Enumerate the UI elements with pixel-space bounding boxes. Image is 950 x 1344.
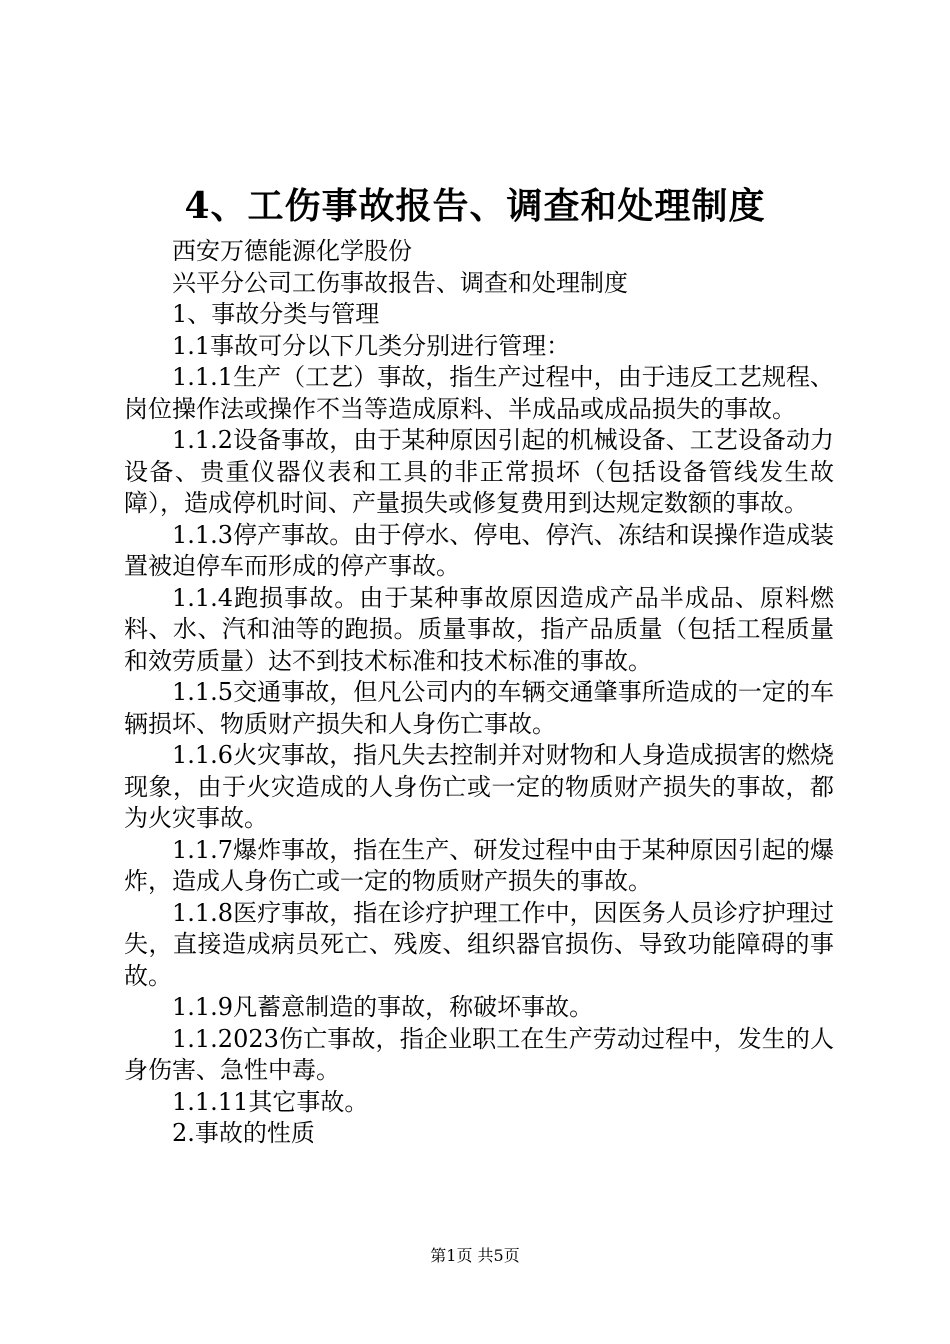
paragraph-section-1: 1、事故分类与管理	[172, 300, 380, 328]
paragraph-section-2: 2.事故的性质	[172, 1119, 315, 1147]
paragraph-1-1-7: 1.1.7爆炸事故，指在生产、研发过程中由于某种原因引起的爆炸，造成人身伤亡或一定的物质财产损失的事故。	[124, 835, 834, 895]
paragraph-company: 西安万德能源化学股份	[172, 237, 412, 265]
document-body	[124, 236, 834, 1150]
paragraph-1-1-4: 1.1.4跑损事故。由于某种事故原因造成产品半成品、原料燃料、水、汽和油等的跑损。质量事故，指产品质量（包括工程质量和效劳质量）达不到技术标准和技术标准的事故。	[124, 583, 834, 675]
paragraph-1-1-3: 1.1.3停产事故。由于停水、停电、停汽、冻结和误操作造成装置被迫停车而形成的停产事故。	[124, 520, 834, 580]
page-number-footer: 第1页 共5页	[430, 1246, 520, 1265]
paragraph-1-1-2: 1.1.2设备事故，由于某种原因引起的机械设备、工艺设备动力设备、贵重仪器仪表和工具的非正常损坏（包括设备管线发生故障），造成停机时间、产量损失或修复费用到达规定数额的事故。	[124, 426, 834, 517]
paragraph-1-1-9: 1.1.9凡蓄意制造的事故，称破坏事故。	[172, 993, 594, 1021]
paragraph-1-1-10: 1.1.2023伤亡事故，指企业职工在生产劳动过程中，发生的人身伤害、急性中毒。	[124, 1024, 834, 1084]
document-title: 4、工伤事故报告、调查和处理制度	[184, 185, 766, 227]
paragraph-1-1: 1.1事故可分以下几类分别进行管理：	[172, 331, 571, 360]
paragraph-subtitle: 兴平分公司工伤事故报告、调查和处理制度	[172, 268, 628, 297]
paragraph-1-1-6: 1.1.6火灾事故，指凡失去控制并对财物和人身造成损害的燃烧现象，由于火灾造成的人身伤亡或一定的物质财产损失的事故，都为火灾事故。	[124, 741, 834, 832]
paragraph-1-1-1: 1.1.1生产（工艺）事故，指生产过程中，由于违反工艺规程、岗位操作法或操作不当等造成原料、半成品或成品损失的事故。	[124, 363, 834, 423]
paragraph-1-1-11: 1.1.11其它事故。	[172, 1087, 369, 1116]
paragraph-1-1-5: 1.1.5交通事故，但凡公司内的车辆交通肇事所造成的一定的车辆损坏、物质财产损失和人身伤亡事故。	[124, 678, 834, 738]
paragraph-1-1-8: 1.1.8医疗事故，指在诊疗护理工作中，因医务人员诊疗护理过失，直接造成病员死亡、残废、组织器官损伤、导致功能障碍的事故。	[124, 898, 834, 990]
